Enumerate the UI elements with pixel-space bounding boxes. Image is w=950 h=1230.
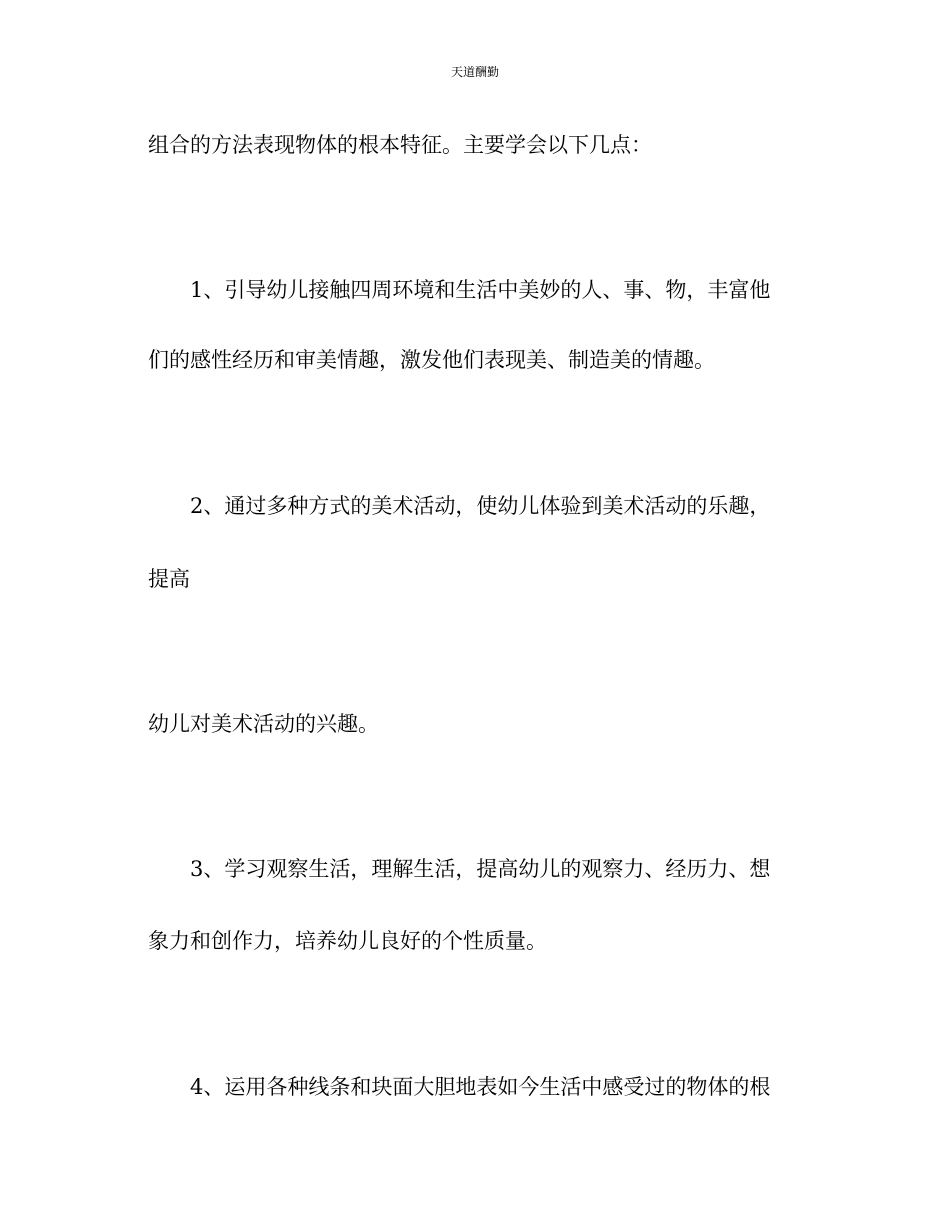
- body-line: 提高: [148, 567, 190, 591]
- body-line: 象力和创作力，培养幼儿良好的个性质量。: [148, 929, 547, 953]
- body-line: 1、引导幼儿接触四周环境和生活中美妙的人、事、物，丰富他: [148, 278, 771, 302]
- body-line: 们的感性经历和审美情趣，激发他们表现美、制造美的情趣。: [148, 348, 715, 372]
- body-line: 3、学习观察生活，理解生活，提高幼儿的观察力、经历力、想: [148, 857, 771, 881]
- body-line: 幼儿对美术活动的兴趣。: [148, 712, 379, 736]
- body-line: 组合的方法表现物体的根本特征。主要学会以下几点：: [148, 133, 652, 157]
- body-line: 2、通过多种方式的美术活动，使幼儿体验到美术活动的乐趣，: [148, 494, 771, 518]
- page-header: 天道酬勤: [450, 65, 499, 79]
- body-line: 4、运用各种线条和块面大胆地表如今生活中感受过的物体的根: [148, 1075, 771, 1099]
